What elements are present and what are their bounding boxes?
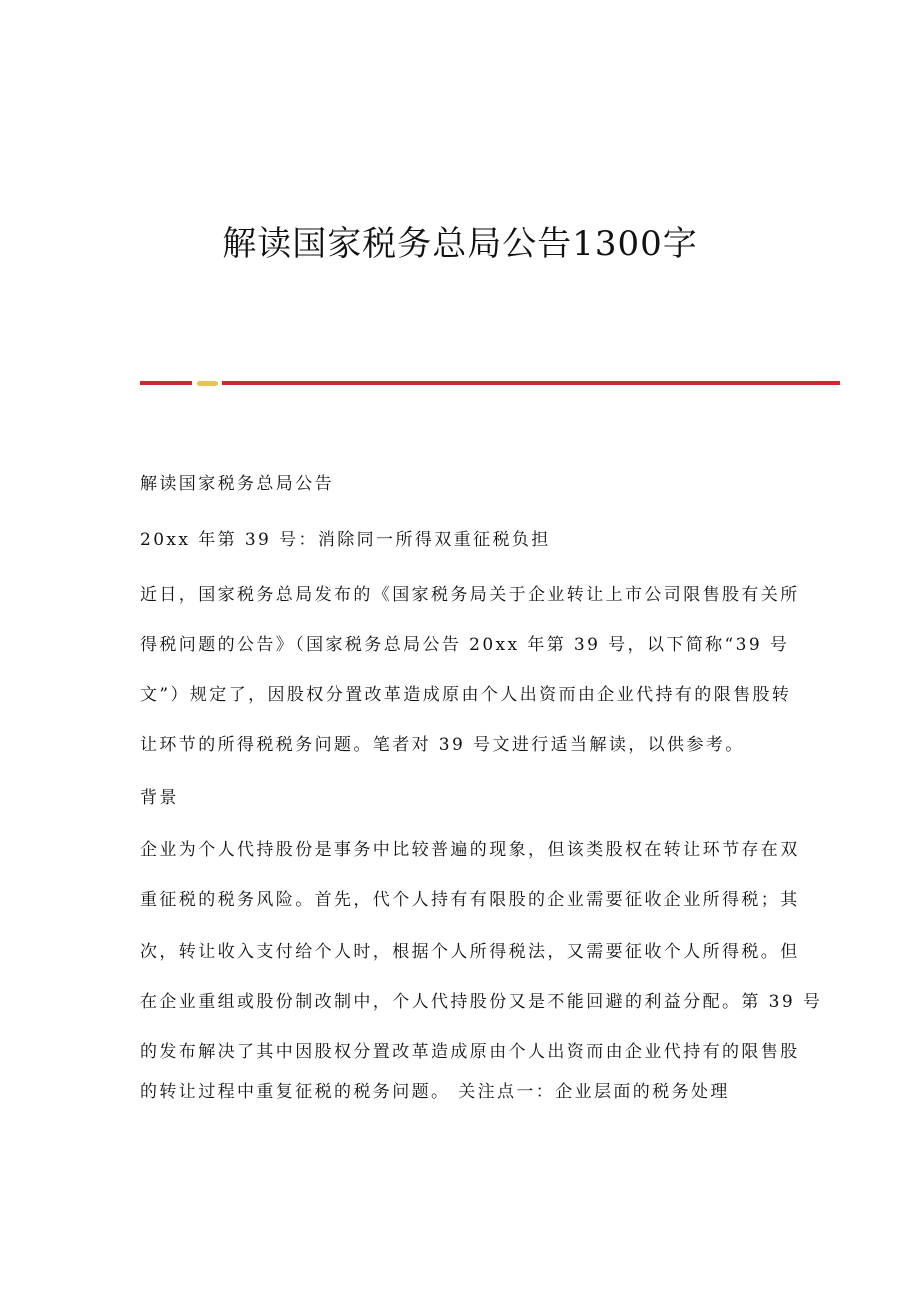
divider-ornament bbox=[197, 381, 218, 386]
paragraph-line: 文”）规定了，因股权分置改革造成原由个人出资而由企业代持有的限售股转 bbox=[140, 685, 792, 705]
document-title: 解读国家税务总局公告1300字 bbox=[222, 224, 698, 264]
paragraph-line: 在企业重组或股份制改制中，个人代持股份又是不能回避的利益分配。第 39 号 bbox=[140, 992, 823, 1012]
subheading: 20xx 年第 39 号：消除同一所得双重征税负担 bbox=[140, 530, 551, 550]
paragraph-line: 的转让过程中重复征税的税务问题。 关注点一：企业层面的税务处理 bbox=[140, 1082, 730, 1102]
paragraph-line: 次，转让收入支付给个人时，根据个人所得税法，又需要征收个人所得税。但 bbox=[140, 942, 800, 962]
section-heading: 解读国家税务总局公告 bbox=[140, 474, 334, 494]
paragraph-line: 重征税的税务风险。首先，代个人持有有限股的企业需要征收企业所得税；其 bbox=[140, 890, 800, 910]
paragraph-line: 企业为个人代持股份是事务中比较普遍的现象，但该类股权在转让环节存在双 bbox=[140, 840, 800, 860]
paragraph-line: 近日，国家税务总局发布的《国家税务局关于企业转让上市公司限售股有关所 bbox=[140, 585, 800, 605]
section-heading-background: 背景 bbox=[140, 788, 179, 808]
paragraph-line: 得税问题的公告》（国家税务总局公告 20xx 年第 39 号，以下简称“39 号 bbox=[140, 635, 790, 655]
title-divider-right bbox=[222, 381, 840, 385]
title-divider-left bbox=[140, 381, 192, 385]
paragraph-line: 的发布解决了其中因股权分置改革造成原由个人出资而由企业代持有的限售股 bbox=[140, 1042, 800, 1062]
paragraph-line: 让环节的所得税税务问题。笔者对 39 号文进行适当解读，以供参考。 bbox=[140, 735, 745, 755]
